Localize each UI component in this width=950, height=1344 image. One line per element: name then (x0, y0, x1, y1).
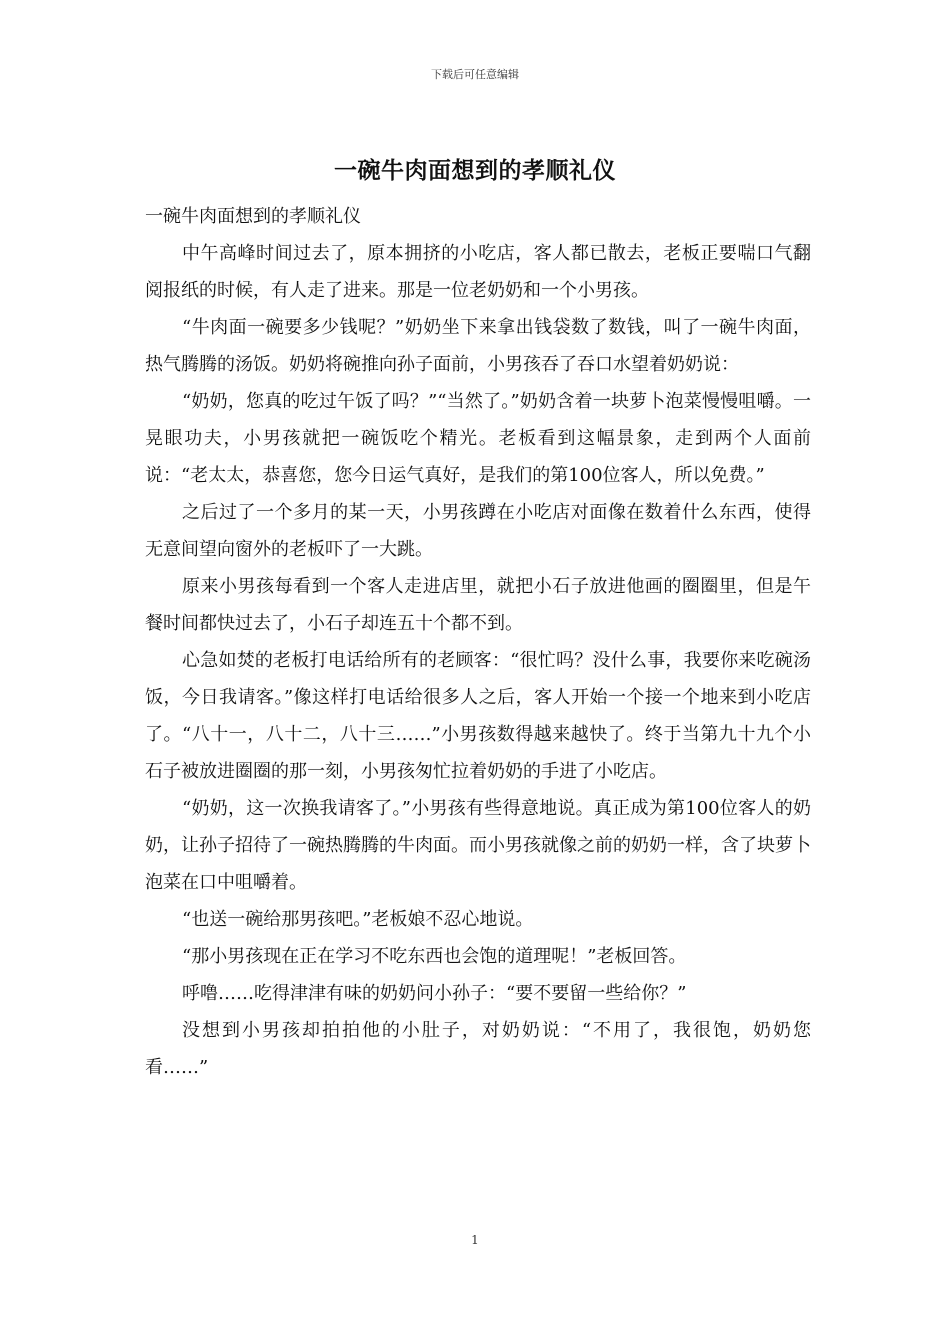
paragraph: “那小男孩现在正在学习不吃东西也会饱的道理呢！”老板回答。 (182, 946, 687, 967)
paragraph: 原来小男孩每看到一个客人走进店里，就把小石子放进他画的圈圈里，但是午餐时间都快过去了，小石子却连五十个都不到。 (145, 576, 811, 634)
document-body (145, 198, 811, 1086)
paragraph: 没想到小男孩却拍拍他的小肚子，对奶奶说：“不用了，我很饱，奶奶您看……” (145, 1020, 811, 1078)
paragraph: “牛肉面一碗要多少钱呢？”奶奶坐下来拿出钱袋数了数钱，叫了一碗牛肉面，热气腾腾的汤饭。奶奶将碗推向孙子面前，小男孩吞了吞口水望着奶奶说： (145, 317, 811, 375)
page-number: 1 (471, 1233, 479, 1247)
paragraph: 心急如焚的老板打电话给所有的老顾客：“很忙吗？没什么事，我要你来吃碗汤饭，今日我请客。”像这样打电话给很多人之后，客人开始一个接一个地来到小吃店了。“八十一，八十二，八十三……”小男孩数得越来越快了。终于当第九十九个小石子被放进圈圈的那一刻，小男孩匆忙拉着奶奶的手进了小吃店。 (145, 650, 811, 782)
paragraph: 呼噜……吃得津津有味的奶奶问小孙子：“要不要留一些给你？” (182, 983, 687, 1004)
document-title: 一碗牛肉面想到的孝顺礼仪 (334, 157, 616, 184)
paragraph: 之后过了一个多月的某一天，小男孩蹲在小吃店对面像在数着什么东西，使得无意间望向窗外的老板吓了一大跳。 (145, 502, 811, 560)
paragraph: “也送一碗给那男孩吧。”老板娘不忍心地说。 (182, 909, 534, 930)
header-note: 下载后可任意编辑 (431, 68, 519, 81)
document-subtitle: 一碗牛肉面想到的孝顺礼仪 (145, 206, 361, 227)
paragraph: “奶奶，这一次换我请客了。”小男孩有些得意地说。真正成为第100位客人的奶奶，让孙子招待了一碗热腾腾的牛肉面。而小男孩就像之前的奶奶一样，含了块萝卜泡菜在口中咀嚼着。 (145, 798, 811, 893)
paragraph: “奶奶，您真的吃过午饭了吗？”“当然了。”奶奶含着一块萝卜泡菜慢慢咀嚼。一晃眼功夫，小男孩就把一碗饭吃个精光。老板看到这幅景象，走到两个人面前说：“老太太，恭喜您，您今日运气真好，是我们的第100位客人，所以免费。” (145, 391, 811, 486)
paragraph: 中午高峰时间过去了，原本拥挤的小吃店，客人都已散去，老板正要喘口气翻阅报纸的时候，有人走了进来。那是一位老奶奶和一个小男孩。 (145, 243, 811, 301)
